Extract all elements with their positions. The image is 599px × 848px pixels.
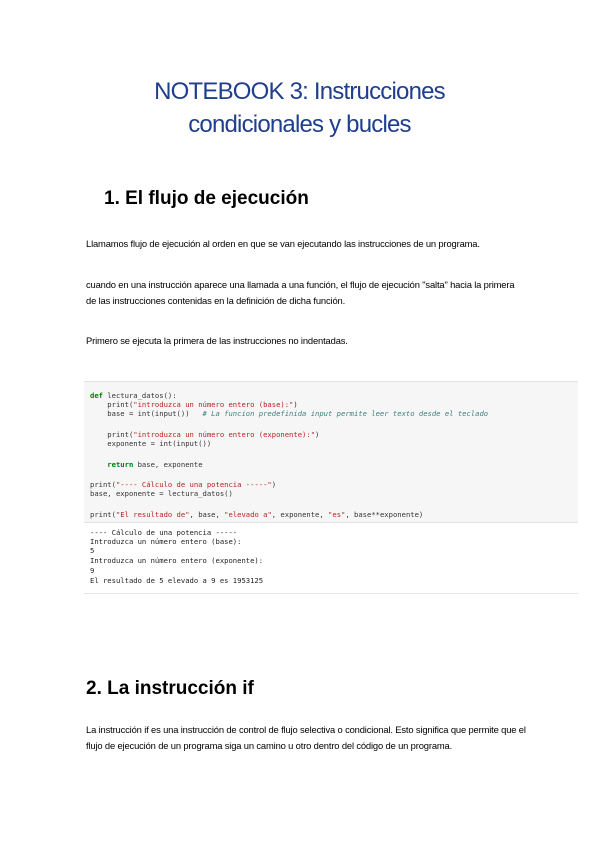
title-line-2: condicionales y bucles [188, 111, 411, 138]
code-line: print("introduzca un número entero (base):") [90, 400, 298, 409]
code-line: base = int(input()) # La funcion predefinida input permite leer texto desde el teclado [90, 409, 489, 418]
cell-divider [84, 593, 578, 594]
output-line: ---- Cálculo de una potencia ----- [90, 528, 238, 537]
output-line: El resultado de 5 elevado a 9 es 1953125 [90, 576, 264, 585]
paragraph-flujo-salto: cuando en una instrucción aparece una llamada a una función, el flujo de ejecución "salta" hacia la primera de las instrucciones contenidas en la definición de dicha función. [86, 279, 515, 306]
code-line: print("---- Cálculo de una potencia -----") [90, 480, 277, 489]
code-cell-input[interactable] [84, 381, 578, 523]
code-line: print("El resultado de", base, "elevado a", exponente, "es", base**exponente) [90, 510, 424, 519]
notebook-cell [84, 381, 578, 596]
code-line: print("introduzca un número entero (exponente):") [90, 430, 320, 439]
title-line-1: NOTEBOOK 3: Instrucciones [154, 78, 445, 105]
section-heading-flujo: 1. El flujo de ejecución [104, 188, 309, 209]
code-line: def lectura_datos(): [90, 391, 177, 400]
paragraph-flujo-primero: Primero se ejecuta la primera de las instrucciones no indentadas. [86, 335, 348, 346]
output-line: Introduzca un número entero (exponente): [90, 556, 264, 565]
page-title [0, 75, 599, 141]
code-line: base, exponente = lectura_datos() [90, 489, 233, 498]
output-line: 9 [90, 566, 95, 575]
section-heading-if: 2. La instrucción if [86, 678, 254, 699]
code-line: return base, exponente [90, 460, 203, 469]
paragraph-flujo-definition: Llamamos flujo de ejecución al orden en que se van ejecutando las instrucciones de un programa. [86, 238, 480, 249]
paragraph-if-definition: La instrucción if es una instrucción de control de flujo selectiva o condicional. Esto significa que permite que el flujo de ejecución de un programa siga un camino u otro dentro del código de un programa. [86, 724, 526, 751]
output-line: 5 [90, 546, 95, 555]
output-line: Introduzca un número entero (base): [90, 537, 242, 546]
code-line: exponente = int(input()) [90, 439, 212, 448]
